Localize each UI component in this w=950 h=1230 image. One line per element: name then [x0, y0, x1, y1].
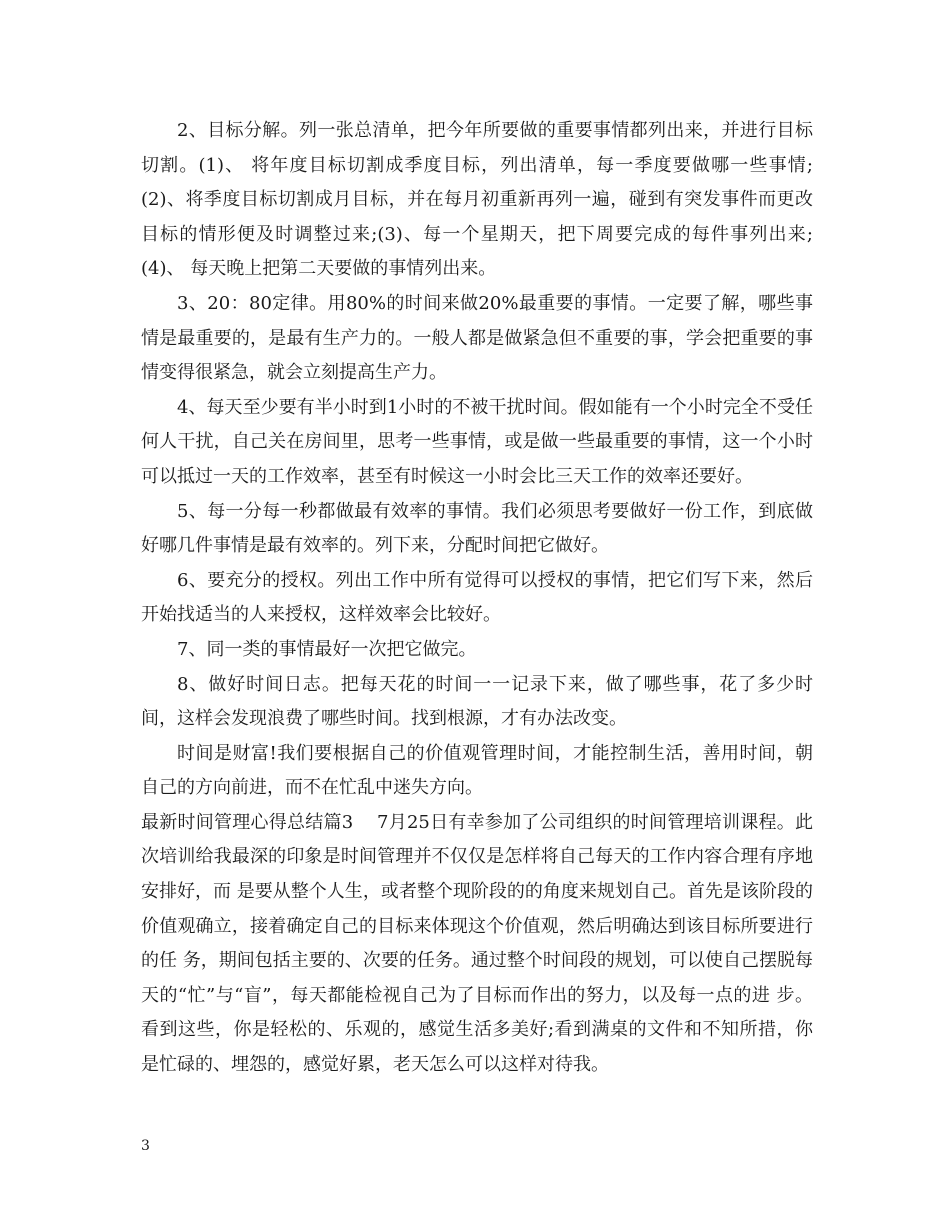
paragraph-uninterrupted-time: 4、每天至少要有半小时到1小时的不被干扰时间。假如能有一个小时完全不受任何人干扰，自己关在房间里，思考一些事情，或是做一些最重要的事情，这一个小时可以抵过一天的工作效率，甚至有时候这一小时会比三天工作的效率还要好。 — [141, 396, 813, 487]
document-body — [141, 114, 813, 1083]
paragraph-batch-tasks: 7、同一类的事情最好一次把它做完。 — [177, 638, 477, 660]
paragraph-80-20-rule: 3、20：80定律。用80%的时间来做20%最重要的事情。一定要了解，哪些事情是最重要的，是最有生产力的。一般人都是做紧急但不重要的事，学会把重要的事情变得很紧急，就会立刻提高生产力。 — [141, 292, 813, 384]
paragraph-most-efficient: 5、每一分每一秒都做最有效率的事情。我们必须思考要做好一份工作，到底做好哪几件事情是最有效率的。列下来，分配时间把它做好。 — [141, 500, 813, 557]
paragraph-goal-decomposition: 2、目标分解。列一张总清单，把今年所要做的重要事情都列出来，并进行目标切割。(1)、 将年度目标切割成季度目标，列出清单，每一季度要做哪一些事情;(2)、将季度目标切割成月目标，并在每月初重新再列一遍，碰到有突发事件而更改目标的情形便及时调整过来;(3)、每一个星期天，把下周要完成的每件事列出来;(4)、 每天晚上把第二天要做的事情列出来。 — [141, 120, 813, 280]
paragraph-delegation: 6、要充分的授权。列出工作中所有觉得可以授权的事情，把它们写下来，然后开始找适当的人来授权，这样效率会比较好。 — [141, 569, 813, 626]
page-number: 3 — [141, 1138, 150, 1154]
paragraph-time-is-wealth: 时间是财富!我们要根据自己的价值观管理时间，才能控制生活，善用时间，朝自己的方向前进，而不在忙乱中迷失方向。 — [141, 742, 813, 799]
paragraph-summary-part-3: 最新时间管理心得总结篇3 7月25日有幸参加了公司组织的时间管理培训课程。此次培训给我最深的印象是时间管理并不仅仅是怎样将自己每天的工作内容合理有序地安排好，而 是要从整个人生，或者整个现阶段的的角度来规划自己。首先是该阶段的价值观确立，接着确定自己的目标来体现这个价值观，然后明确达到该目标所要进行的任 务，期间包括主要的、次要的任务。通过整个时间段的规划，可以使自己摆脱每天的“忙”与“盲”，每天都能检视自己为了目标而作出的努力，以及每一点的进 步。看到这些，你是轻松的、乐观的，感觉生活多美好;看到满桌的文件和不知所措，你是忙碌的、埋怨的，感觉好累，老天怎么可以这样对待我。 — [141, 811, 813, 1076]
paragraph-time-log: 8、做好时间日志。把每天花的时间一一记录下来，做了哪些事，花了多少时间，这样会发现浪费了哪些时间。找到根源，才有办法改变。 — [141, 673, 813, 730]
